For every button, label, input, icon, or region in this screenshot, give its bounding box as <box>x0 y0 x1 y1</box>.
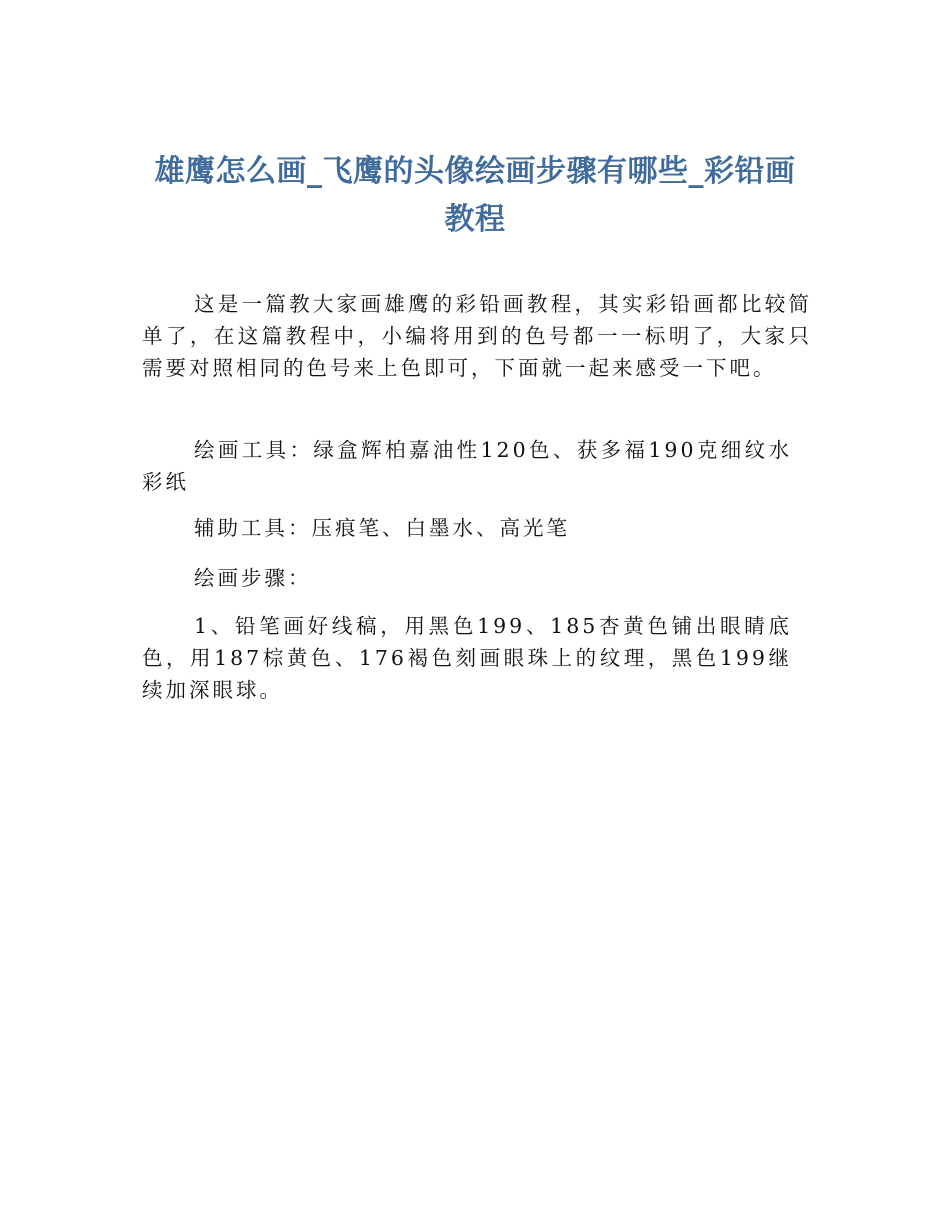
intro-paragraph: 这是一篇教大家画雄鹰的彩铅画教程，其实彩铅画都比较简单了，在这篇教程中，小编将用到的色号都一一标明了，大家只需要对照相同的色号来上色即可，下面就一起来感受一下吧。 <box>142 292 812 380</box>
drawing-tools-paragraph: 绘画工具：绿盒辉柏嘉油性120色、获多福190克细纹水彩纸 <box>142 438 792 494</box>
drawing-steps-heading: 绘画步骤： <box>194 566 312 590</box>
document-title: 雄鹰怎么画_飞鹰的头像绘画步骤有哪些_彩铅画教程 <box>154 154 796 237</box>
auxiliary-tools-paragraph: 辅助工具：压痕笔、白墨水、高光笔 <box>194 516 570 540</box>
step-one-paragraph: 1、铅笔画好线稿，用黑色199、185杏黄色铺出眼睛底色，用187棕黄色、176褐色刻画眼珠上的纹理，黑色199继续加深眼球。 <box>142 614 792 702</box>
